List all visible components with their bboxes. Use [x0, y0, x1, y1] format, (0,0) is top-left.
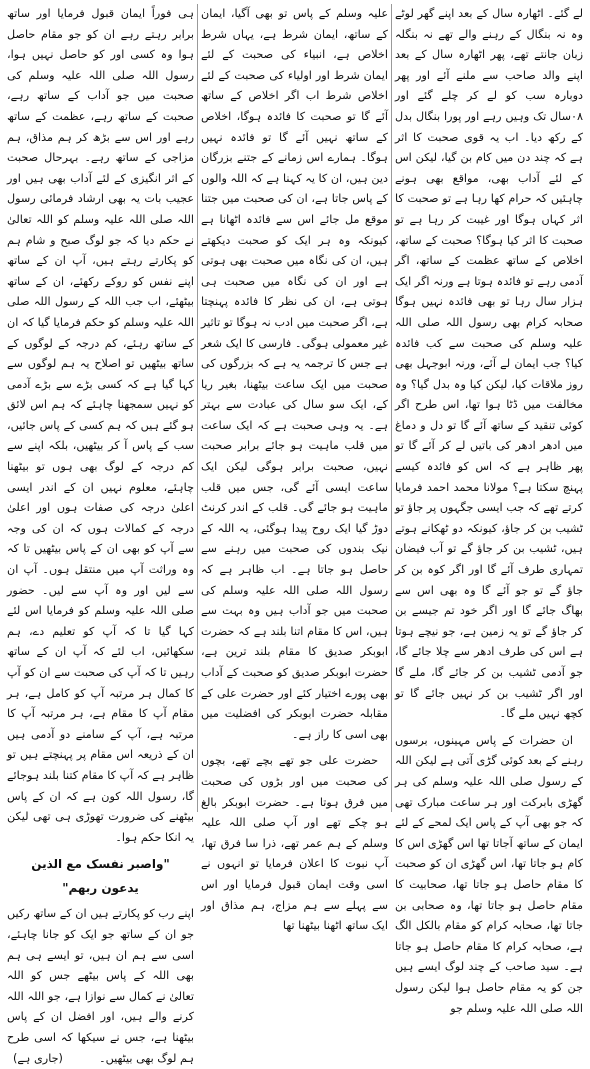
quranic-verse-line-1: "واصبر نفسک مع الذین — [7, 854, 194, 874]
column-left — [4, 4, 198, 812]
column-right — [392, 4, 586, 812]
column-left-paragraph-1: ہی فوراً ایمان قبول فرمایا اور ساتھ برابر رہتے رہے ان کو جو مقام حاصل ہوا وہ کسی اور کو حاصل نہیں ہوا، رسول اللہ صلی اللہ علیہ وسلم کی صحبت میں جو آداب کے ساتھ رہے، صحبت کے ساتھ رہے، عظمت کے ساتھ رہے اور اس سے بڑھ کر ہم مذاق، ہم مزاجی کے ساتھ رہے۔ بہرحال صحبت کے اثر انگیزی کے لئے آداب بھی ہیں اور عجیب بات یہ بھی ارشاد فرمائی رسول اللہ صلی اللہ علیہ وسلم کو اللہ تعالیٰ نے حکم دیا کہ جو لوگ صبح و شام ہم کو پکارتے رہتے ہیں، آپ ان کے ساتھ اپنے نفس کو روکے رکھئے، ان کے ساتھ بیٹھئے، اب جب اللہ کے رسول اللہ صلی اللہ علیہ وسلم کو حکم فرمایا گیا کہ ان کے ساتھ رہئے، کم درجہ کے لوگوں کے ساتھ بیٹھیں تو اصلاح یہ ہم لوگوں سے کہا گیا ہے کہ کسی بڑے سے بڑے آدمی کو نہیں سمجھنا چاہئے کہ ہم اس لائق ہو گئے ہیں کہ ہم کسی کے پاس جائیں، سب کے پاس آ کر بیٹھیں، بلکہ اپنے سے کم درجہ کے لوگ بھی ہوں تو بیٹھنا چاہئے، معلوم نہیں ان کے اندر ایسی اعلیٰ درجہ کی صفات ہوں اور اعلیٰ درجہ کے کمالات ہوں کہ ان کی وجہ سے آپ کو بھی ان کے پاس بیٹھیں تا کہ وہ وراثت آپ میں منتقل ہوں۔ آپ ان سے لیں اور وہ آپ سے لیں۔ حضور صلی اللہ علیہ وسلم کو فرمایا اس لئے کہا گیا تا کہ آپ کو تعلیم دے، ہم سکھائیں، اب لئے کہ آپ ان کے ساتھ رہیں تا کہ آپ کی صحبت سے ان کو آپ کا کمال ہر مرتبہ آپ کو کامل ہے، ہر مقام آپ کا مقام ہے، ہر مرتبہ آپ کا مرتبہ ہے، آپ کے سامنے دو آدمی ہیں ان کے ذریعہ اس مقام پر پہنچتے ہیں تو ظاہر ہے کہ آپ کا مقام کتنا بلند ہوجائے گا، رسول اللہ کون ہے کہ ان کے پاس بیٹھنے کی ضرورت تھوڑی ہی تھی لیکن یہ انکا حکم ہوا۔ — [7, 4, 194, 848]
closing-text: اپنے رب کو پکارتے ہیں ان کے ساتھ رکیں جو ان کے ساتھ جو ایک کو جانا چاہئے، اسی سے ہم ان ہیں، تو ایسے ہی ہم بھی اللہ کے پاس بیٹھے جس کو اللہ تعالیٰ نے کمال سے نوازا ہے، جو اللہ اللہ کرنے والے ہیں، اور افضل ان کے پاس بیٹھنا ہے، جس نے سیکھا کہ اسی طرح ہم لوگ بھی بیٹھیں۔ — [7, 907, 194, 1064]
to-be-continued-label: (جاری ہے) — [13, 1049, 63, 1069]
column-middle-paragraph-2: حضرت علی جو تھے بچے تھے، بچوں کی صحبت میں اور بڑوں کی صحبت میں فرق ہوتا ہے۔ حضرت ابوبکر بالغ ہو چکے تھے اور آپ صلی اللہ علیہ وسلم کے ہم عمر تھے، ذرا سا فرق تھا، آپ نبوت کا اعلان فرمایا تو انہوں نے اسی وقت ایمان قبول فرمایا اور اس سے پہلے سے ہم مزاج، ہم مذاق اور ایک ساتھ اٹھنا بیٹھنا تھا — [201, 751, 388, 936]
quranic-verse-line-2: یدعون ربھم" — [7, 878, 194, 898]
column-right-paragraph-1: لے گئے۔ اٹھارہ سال کے بعد اپنے گھر لوٹے وہ نہ بنگال کے رہنے والے تھے نہ بنگلہ زبان جانتے تھے، پھر اٹھارہ سال کے بعد اپنے والد صاحب سے ملنے آئے اور پھر دوبارہ سب کو لے کر چلے گئے اور ۰۸سال تک وہیں رہے اور پورا بنگال بدل کے رکھ دیا۔ اب یہ قوی صحبت کا اثر ہے کہ چند دن میں کام بن گیا، لیکن اس کے لئے آداب بھی، مواقع بھی ہونے چاہئیں کہ حرام کھا رہا ہے تو صحبت کا اثر کہاں ہوگا اور غیبت کر رہا ہے تو صحبت کا اثر کیا ہوگا؟ صحبت کے ساتھ، اخلاص کے ساتھ عظمت کے ساتھ، اگر آدمی رہے تو فائدہ ہوتا ہے ورنہ اگر ایک ہزار سال رہا تو بھی فائدہ نہیں ہوگا صحابہ کرام بھی رسول اللہ صلی اللہ علیہ وسلم کی صحبت سے کب فائدہ کیا؟ جب ایمان لے آئے، ورنہ ابوجہل بھی روز ملاقات کیا، لیکن کیا وہ بدل گیا؟ وہ مخالفت میں ڈٹا ہوا تھا، اس طرح اگر کوئی تنقید کے ساتھ آئے گا تو دل و دماغ میں ادھر ادھر کی باتیں لے کر آئے گا تو پھر ظاہر ہے کہ اس کو فائدہ کیسے پہنچ سکتا ہے؟ مولانا محمد احمد فرمایا کرتے تھے کہ جب ایسی جگہوں پر جاؤ تو ٹشیب بن کر جاؤ، کیونکہ دو ٹھکانے ہوتے ہیں، ٹشیب بن کر جاؤ گے تو آب فیضان تمہاری طرف آئے گا اور اگر کوہ بن کر جاؤ گے تو جو آئے گا وہ بھی اس سے بھاگ جائے گا اور اگر خود تم جیسے بن کر جاؤ گے تو یہ زمین ہے، جو نیچے ہوتا ہے اس کی طرف ادھر سے چلا جائے گا، جو آدمی ٹشیب بن کر جائے گا، ملے گا اور اگر ٹشیب بن کر نہیں جائے گا تو کچھ نہیں ملے گا۔ — [395, 4, 583, 725]
column-left-closing-paragraph — [7, 904, 194, 1069]
column-middle-paragraph-1: علیہ وسلم کے پاس تو بھی آگیا، ایمان کے ساتھ، ایمان شرط ہے، یہاں شرط اخلاص ہے، انبیاء کی صحبت کے لئے ایمان شرط اور اولیاء کی صحبت کے لئے اخلاص شرط اب اگر اخلاص کے ساتھ آئے گا تو صحبت کا فائدہ ہوگا، اخلاص کے ساتھ نہیں آئے گا تو فائدہ نہیں ہوگا۔ ہمارے اس زمانے کے جتنے بزرگان دین ہیں، ان کا یہ کہنا ہے کہ اللہ والوں کے پاس جاتا ہے، ان کی صحبت میں جتنا موقع مل جائے اس سے فائدہ اٹھانا ہے کیونکہ وہ ہر ایک کو صحبت دیکھتے ہیں، ان کی نگاہ میں صحبت بھی ہوتی ہے اور ان کی نگاہ میں صحبت ہی ہوتی ہے، ان کی نظر کا فائدہ پہنچتا ہے، اگر صحبت میں ادب نہ ہوگا تو تاثیر غیر معمولی ہوگی۔ فارسی کا ایک شعر ہے جس کا ترجمہ یہ ہے کہ بزرگوں کی صحبت میں ایک ساعت بیٹھنا، بغیر ریا کے، ایک سو سال کی عبادت سے بہتر ہے۔ یہ وہی صحبت ہے کہ ایک ساعت میں قلب ماہیت ہو جائے برابر صحبت نہیں، صحبت برابر ہوگی لیکن ایک ساعت ایسی آئے گی، جس میں قلب ماہیت ہو جائے گی۔ قلب کے اندر کرنٹ دوڑ گیا ایک روح پیدا ہوگئی، یہ اللہ کے نیک بندوں کی صحبت میں رہنے سے حاصل ہو جاتا ہے۔ اب ظاہر ہے کہ رسول اللہ صلی اللہ علیہ وسلم کی صحبت میں جو آداب ہیں وہ بہت سے ہیں، اس کا مقام اتنا بلند ہے کہ حضرت ابوبکر صدیق کا مقام بلند ترین ہے، حضرت ابوبکر صدیق کو صحبت کے آداب بھی پورے اختیار کئے اور حضرت علی کے مقابلہ حضرت ابوبکر کی افضلیت میں بھی اسی کا راز ہے۔ — [201, 4, 388, 745]
column-right-paragraph-2: ان حضرات کے پاس مہینوں، برسوں رہنے کے بعد کوئی گڑی آتی ہے لیکن اللہ کے رسول صلی اللہ علیہ وسلم کی ہر گھڑی بابرکت اور ہر ساعت مبارک تھی کہ جو بھی آپ کے پاس ایک لمحے کے لئے ایمان کے ساتھ آجاتا تھا اس گھڑی اس کا کام ہو جاتا تھا، اس گھڑی ان کو صحبت کا مقام حاصل ہو جاتا تھا، صحابیت کا مقام حاصل ہو جاتا تھا، وہ صحابی بن جاتا تھا، صحابہ کرام کو مقام بالکل الگ ہے، صحابہ کرام کا مقام حاصل ہو جاتا ہے۔ سید صاحب کے چند لوگ ایسے ہیں جن کو یہ مقام حاصل ہوا لیکن رسول اللہ صلی اللہ علیہ وسلم جو — [395, 731, 583, 1019]
column-middle — [198, 4, 392, 812]
